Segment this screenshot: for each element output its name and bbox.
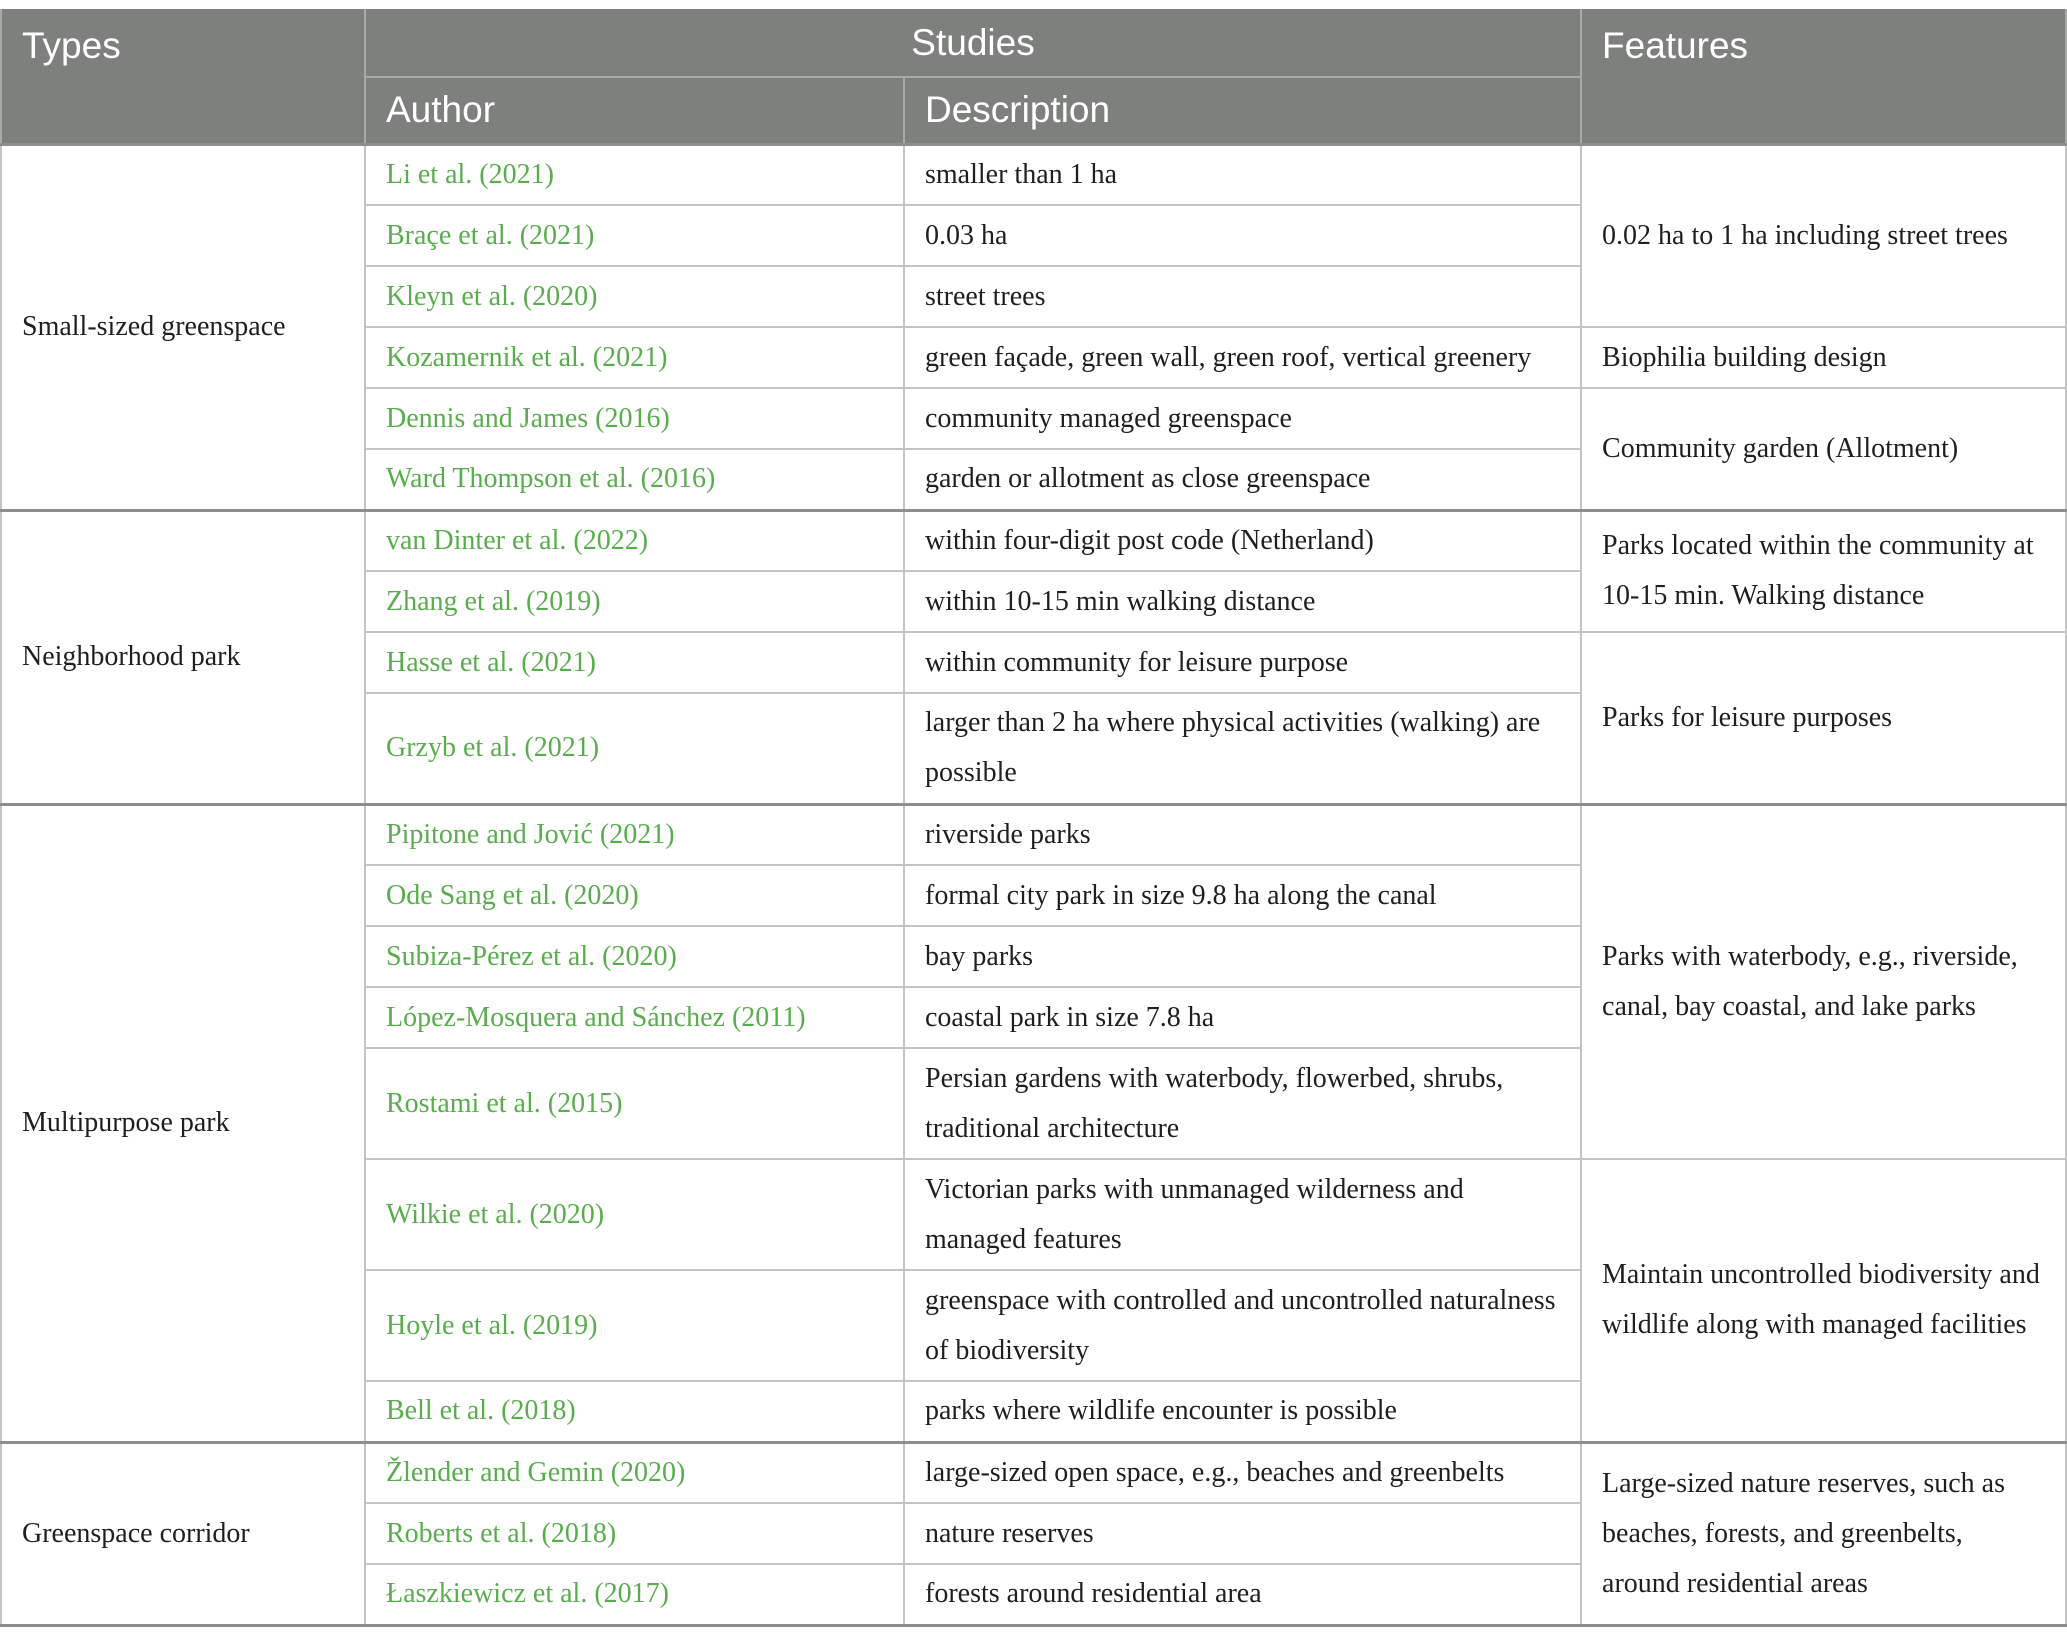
type-cell: Multipurpose park bbox=[1, 804, 365, 1442]
features-cell: Large-sized nature reserves, such as beaches, forests, and greenbelts, around residential areas bbox=[1581, 1442, 2066, 1625]
author-link[interactable]: Łaszkiewicz et al. (2017) bbox=[365, 1564, 904, 1625]
greenspace-studies-table bbox=[0, 9, 2067, 1627]
features-cell: Biophilia building design bbox=[1581, 327, 2066, 388]
description-cell: coastal park in size 7.8 ha bbox=[904, 987, 1581, 1048]
author-link[interactable]: Kleyn et al. (2020) bbox=[365, 266, 904, 327]
description-cell: street trees bbox=[904, 266, 1581, 327]
description-cell: greenspace with controlled and uncontrolled naturalness of biodiversity bbox=[904, 1270, 1581, 1381]
author-link[interactable]: Grzyb et al. (2021) bbox=[365, 693, 904, 804]
description-cell: 0.03 ha bbox=[904, 205, 1581, 266]
features-cell: Maintain uncontrolled biodiversity and wildlife along with managed facilities bbox=[1581, 1159, 2066, 1442]
table-group bbox=[1, 144, 2066, 510]
table-header bbox=[1, 9, 2066, 144]
table-row bbox=[1, 510, 2066, 571]
description-cell: parks where wildlife encounter is possible bbox=[904, 1381, 1581, 1442]
header-types: Types bbox=[1, 9, 365, 144]
author-link[interactable]: Hoyle et al. (2019) bbox=[365, 1270, 904, 1381]
type-cell: Neighborhood park bbox=[1, 510, 365, 804]
description-cell: bay parks bbox=[904, 926, 1581, 987]
table-group bbox=[1, 804, 2066, 1442]
description-cell: garden or allotment as close greenspace bbox=[904, 449, 1581, 510]
table-group bbox=[1, 510, 2066, 804]
description-cell: within 10-15 min walking distance bbox=[904, 571, 1581, 632]
description-cell: nature reserves bbox=[904, 1503, 1581, 1564]
author-link[interactable]: Ward Thompson et al. (2016) bbox=[365, 449, 904, 510]
features-cell: Parks with waterbody, e.g., riverside, canal, bay coastal, and lake parks bbox=[1581, 804, 2066, 1159]
features-cell: Parks for leisure purposes bbox=[1581, 632, 2066, 804]
description-cell: forests around residential area bbox=[904, 1564, 1581, 1625]
description-cell: smaller than 1 ha bbox=[904, 144, 1581, 205]
author-link[interactable]: van Dinter et al. (2022) bbox=[365, 510, 904, 571]
table-group bbox=[1, 1442, 2066, 1625]
description-cell: within community for leisure purpose bbox=[904, 632, 1581, 693]
description-cell: Persian gardens with waterbody, flowerbed, shrubs, traditional architecture bbox=[904, 1048, 1581, 1159]
header-description: Description bbox=[904, 77, 1581, 144]
header-features: Features bbox=[1581, 9, 2066, 144]
author-link[interactable]: Pipitone and Jović (2021) bbox=[365, 804, 904, 865]
author-link[interactable]: Braçe et al. (2021) bbox=[365, 205, 904, 266]
type-cell: Greenspace corridor bbox=[1, 1442, 365, 1625]
type-cell: Small-sized greenspace bbox=[1, 144, 365, 510]
description-cell: within four-digit post code (Netherland) bbox=[904, 510, 1581, 571]
author-link[interactable]: Zhang et al. (2019) bbox=[365, 571, 904, 632]
features-cell: Community garden (Allotment) bbox=[1581, 388, 2066, 510]
table-row bbox=[1, 144, 2066, 205]
description-cell: large-sized open space, e.g., beaches and greenbelts bbox=[904, 1442, 1581, 1503]
author-link[interactable]: Subiza-Pérez et al. (2020) bbox=[365, 926, 904, 987]
author-link[interactable]: Li et al. (2021) bbox=[365, 144, 904, 205]
description-cell: Victorian parks with unmanaged wilderness and managed features bbox=[904, 1159, 1581, 1270]
description-cell: green façade, green wall, green roof, vertical greenery bbox=[904, 327, 1581, 388]
description-cell: formal city park in size 9.8 ha along the canal bbox=[904, 865, 1581, 926]
description-cell: larger than 2 ha where physical activities (walking) are possible bbox=[904, 693, 1581, 804]
description-cell: riverside parks bbox=[904, 804, 1581, 865]
author-link[interactable]: Žlender and Gemin (2020) bbox=[365, 1442, 904, 1503]
author-link[interactable]: Roberts et al. (2018) bbox=[365, 1503, 904, 1564]
author-link[interactable]: Dennis and James (2016) bbox=[365, 388, 904, 449]
header-studies: Studies bbox=[365, 9, 1581, 77]
author-link[interactable]: Hasse et al. (2021) bbox=[365, 632, 904, 693]
description-cell: community managed greenspace bbox=[904, 388, 1581, 449]
author-link[interactable]: Bell et al. (2018) bbox=[365, 1381, 904, 1442]
features-cell: Parks located within the community at 10-15 min. Walking distance bbox=[1581, 510, 2066, 632]
author-link[interactable]: López-Mosquera and Sánchez (2011) bbox=[365, 987, 904, 1048]
table-row bbox=[1, 804, 2066, 865]
features-cell: 0.02 ha to 1 ha including street trees bbox=[1581, 144, 2066, 327]
author-link[interactable]: Ode Sang et al. (2020) bbox=[365, 865, 904, 926]
author-link[interactable]: Rostami et al. (2015) bbox=[365, 1048, 904, 1159]
author-link[interactable]: Wilkie et al. (2020) bbox=[365, 1159, 904, 1270]
author-link[interactable]: Kozamernik et al. (2021) bbox=[365, 327, 904, 388]
header-author: Author bbox=[365, 77, 904, 144]
table-row bbox=[1, 1442, 2066, 1503]
